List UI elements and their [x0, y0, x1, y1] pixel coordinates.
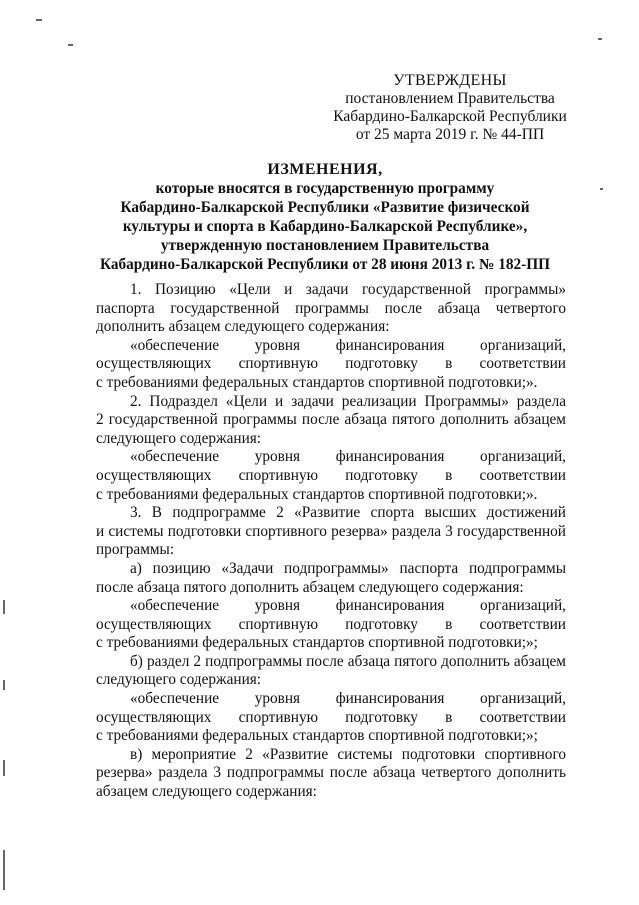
scan-speck: [3, 600, 5, 614]
text-line: паспорта государственной программы после абзаца четвертого: [96, 299, 566, 317]
title-line: утвержденную постановлением Правительства: [160, 237, 490, 254]
text-line: 2 государственной программы после абзаца пятого дополнить абзацем: [96, 411, 566, 429]
scan-speck: [68, 44, 73, 46]
title-line: Кабардино-Балкарской Республики «Развитие физической: [120, 199, 530, 216]
document-title: [80, 160, 570, 274]
text-line: с требованиями федеральных стандартов спортивной подготовки;»;: [96, 727, 538, 745]
scan-speck: [3, 850, 5, 890]
subitem-a: [96, 560, 566, 597]
paragraph-item-3: [96, 504, 566, 560]
document-body: [96, 281, 566, 802]
text-line: 3. В подпрограмме 2 «Развитие спорта высших достижений: [130, 504, 566, 522]
approval-date: от 25 марта 2019 г. № 44-ПП: [355, 126, 545, 143]
scan-speck: [36, 19, 42, 21]
text-line: с требованиями федеральных стандартов спортивной подготовки;».: [96, 373, 538, 391]
approval-stamp: [300, 72, 600, 144]
scan-speck: [3, 680, 5, 690]
text-line: и системы подготовки спортивного резерва» раздела 3 государственной: [96, 522, 566, 540]
approval-line: постановлением Правительства: [345, 90, 555, 107]
text-line: 1. Позицию «Цели и задачи государственной программы»: [130, 281, 566, 298]
approval-line: Кабардино-Балкарской Республики: [333, 108, 567, 125]
text-line: осуществляющих спортивную подготовку в соответствии: [96, 466, 566, 484]
quote-block: [96, 690, 566, 746]
text-line: абзацем следующего содержания:: [96, 783, 317, 801]
text-line: а) позицию «Задачи подпрограммы» паспорта подпрограммы: [130, 559, 566, 577]
text-line: «обеспечение уровня финансирования организаций,: [130, 597, 566, 615]
subitem-b: [96, 653, 566, 690]
paragraph-item-1: [96, 281, 566, 337]
paragraph-item-2: [96, 393, 566, 449]
subitem-c: [96, 746, 566, 802]
text-line: осуществляющих спортивную подготовку в соответствии: [96, 708, 566, 726]
title-line: культуры и спорта в Кабардино-Балкарской Республике»,: [122, 218, 528, 235]
text-line: с требованиями федеральных стандартов спортивной подготовки;»;: [96, 634, 538, 652]
text-line: с требованиями федеральных стандартов спортивной подготовки;».: [96, 485, 538, 503]
text-line: осуществляющих спортивную подготовку в соответствии: [96, 355, 566, 373]
scan-speck: [600, 188, 603, 190]
title-line: которые вносятся в государственную программу: [155, 180, 495, 197]
text-line: «обеспечение уровня финансирования организаций,: [130, 336, 566, 354]
quote-block: [96, 597, 566, 653]
text-line: «обеспечение уровня финансирования организаций,: [130, 448, 566, 466]
quote-block: [96, 448, 566, 504]
text-line: б) раздел 2 подпрограммы после абзаца пятого дополнить абзацем: [130, 652, 566, 670]
text-line: следующего содержания:: [96, 429, 262, 447]
text-line: «обеспечение уровня финансирования организаций,: [130, 690, 566, 708]
title-heading: ИЗМЕНЕНИЯ,: [267, 161, 383, 178]
text-line: следующего содержания:: [96, 671, 262, 689]
text-line: дополнить абзацем следующего содержания:: [96, 318, 390, 336]
approval-heading: УТВЕРЖДЕНЫ: [393, 72, 507, 89]
text-line: после абзаца пятого дополнить абзацем следующего содержания:: [96, 578, 524, 596]
text-line: в) мероприятие 2 «Развитие системы подготовки спортивного: [130, 745, 566, 763]
text-line: 2. Подраздел «Цели и задачи реализации Программы» раздела: [130, 392, 566, 410]
text-line: резерва» раздела 3 подпрограммы после абзаца четвертого дополнить: [96, 764, 566, 782]
scan-speck: [598, 38, 602, 40]
scan-speck: [3, 760, 5, 776]
text-line: программы:: [96, 541, 175, 559]
title-line: Кабардино-Балкарской Республики от 28 июня 2013 г. № 182-ПП: [99, 256, 551, 273]
text-line: осуществляющих спортивную подготовку в соответствии: [96, 615, 566, 633]
quote-block: [96, 337, 566, 393]
